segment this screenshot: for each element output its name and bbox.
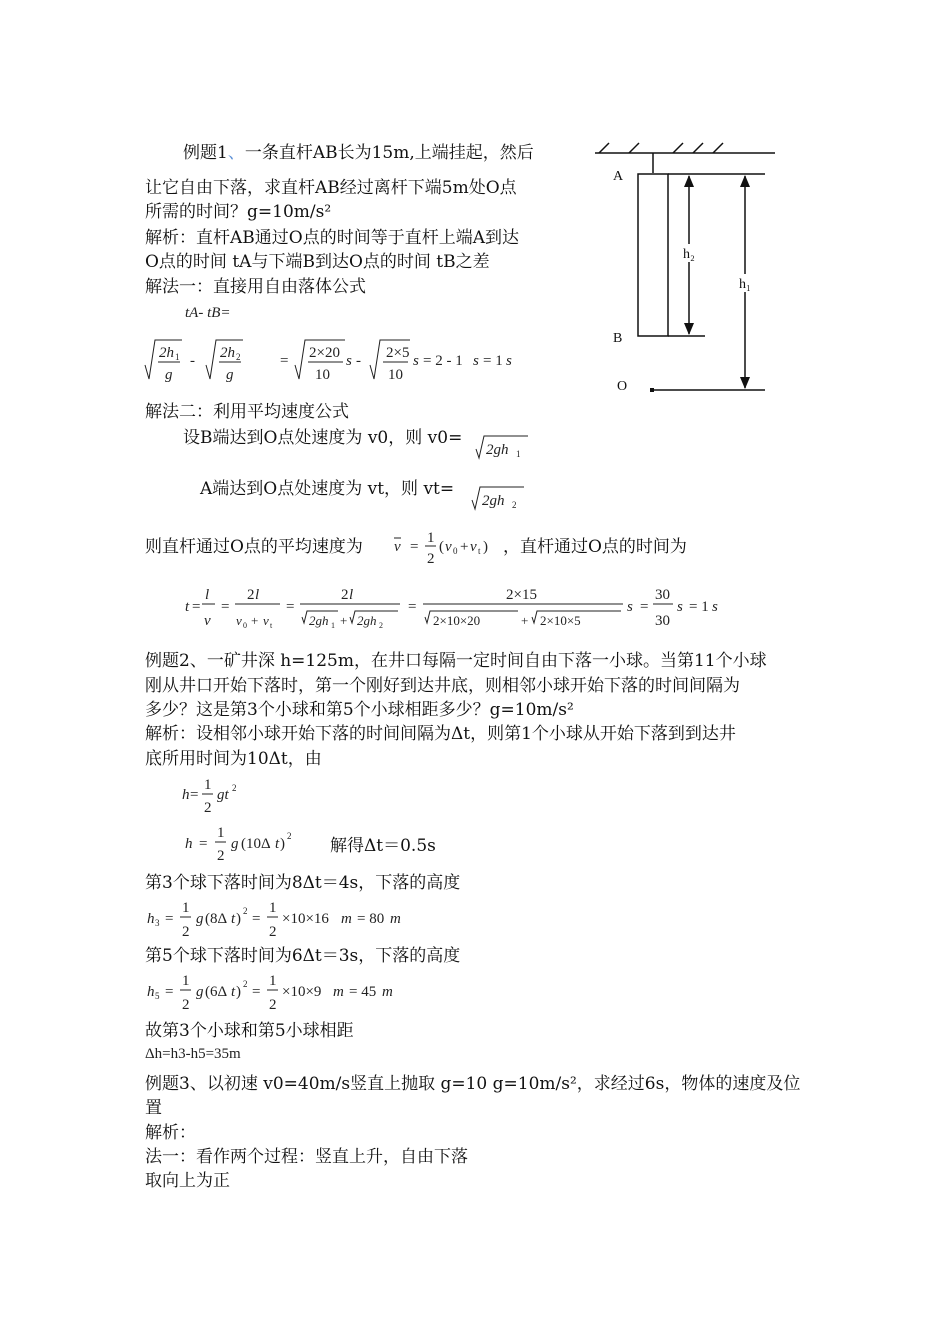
svg-text:s: s — [677, 599, 683, 615]
svg-text:10: 10 — [388, 367, 403, 383]
equation-1-text: √(2h₁/g) - √(2h₂/g) = √(2×20/10) s - √(2×5/10) s = 2 - 1s = 1s — [140, 335, 165, 336]
svg-text:): ) — [280, 836, 285, 852]
svg-text:2: 2 — [204, 800, 212, 816]
svg-text:=: = — [165, 984, 174, 1000]
svg-text:h: h — [185, 836, 193, 852]
svg-text:2: 2 — [269, 997, 277, 1013]
equation-h-gt2 — [180, 774, 260, 820]
svg-text:= 1: = 1 — [483, 353, 503, 369]
ex1-line1-text: 一条直杆AB长为15m,上端挂起，然后 — [244, 143, 534, 163]
equation-avg — [388, 525, 498, 571]
ex1-title: 例题1 — [183, 143, 228, 163]
ex3-analysis: 解析： — [145, 1123, 196, 1143]
svg-text:v: v — [204, 613, 211, 629]
svg-text:-: - — [190, 353, 195, 369]
equation-h-10dt-text: h = ½g(10Δt)² — [183, 820, 189, 821]
svg-text:1: 1 — [427, 530, 435, 546]
svg-text:2gh: 2gh — [309, 613, 329, 628]
svg-text:t: t — [275, 836, 280, 852]
ex1-va: A端达到O点处速度为 vt，则 vt= — [200, 479, 455, 499]
svg-text:0: 0 — [453, 546, 458, 556]
label-o: O — [617, 379, 628, 394]
svg-text:v: v — [445, 539, 452, 555]
svg-text:h: h — [147, 984, 155, 1000]
svg-text:2×10×5: 2×10×5 — [540, 613, 581, 628]
h2-arrow-bottom — [684, 323, 694, 335]
svg-text:(10Δ: (10Δ — [241, 836, 271, 852]
svg-text:=: = — [252, 984, 261, 1000]
ex2-line2: 刚从井口开始下落时，第一个刚好到达井底，则相邻小球开始下落的时间间隔为 — [145, 676, 740, 696]
svg-text:×10×16: ×10×16 — [282, 911, 329, 927]
svg-text:t: t — [270, 621, 273, 630]
svg-text:2×5: 2×5 — [386, 345, 410, 361]
svg-text:2: 2 — [182, 924, 190, 940]
svg-text:s: s — [506, 353, 512, 369]
ex1-avg-text: 则直杆通过O点的平均速度为 — [145, 537, 363, 557]
svg-text:m: m — [333, 984, 344, 1000]
svg-text:v: v — [394, 539, 401, 555]
svg-text:2: 2 — [243, 906, 248, 916]
equation-h-gt2-text: h = ½gt² — [180, 774, 184, 775]
svg-text:=: = — [408, 599, 417, 615]
svg-text:1: 1 — [182, 900, 190, 916]
svg-text:t: t — [231, 911, 236, 927]
svg-text:1: 1 — [182, 973, 190, 989]
equation-time — [183, 583, 743, 635]
svg-text:2: 2 — [243, 979, 248, 989]
svg-text:2: 2 — [232, 783, 237, 793]
svg-text:=: = — [252, 911, 261, 927]
equation-va — [468, 483, 528, 513]
svg-text:+: + — [460, 539, 469, 555]
svg-text:30: 30 — [655, 587, 670, 603]
svg-text:+: + — [251, 613, 259, 628]
svg-text:1: 1 — [516, 449, 521, 459]
svg-text:(6Δ: (6Δ — [205, 984, 228, 1000]
svg-text:2: 2 — [236, 352, 241, 362]
svg-text:): ) — [483, 539, 488, 555]
ex2-solve: 解得Δt＝0.5s — [330, 836, 436, 856]
point-o-dot — [650, 388, 654, 392]
svg-text:v: v — [470, 539, 477, 555]
ex2-line1: 例题2、一矿井深 h=125m，在井口每隔一定时间自由下落一小球。当第11个小球 — [145, 651, 767, 671]
svg-text:×10×9: ×10×9 — [282, 984, 322, 1000]
svg-text:s: s — [712, 599, 718, 615]
ex2-ball5: 第5个球下落时间为6Δt＝3s，下落的高度 — [145, 946, 461, 966]
svg-text:=: = — [165, 911, 174, 927]
label-h2: h₂ — [683, 247, 695, 262]
svg-text:= 2 - 1: = 2 - 1 — [423, 353, 463, 369]
ex1-analysis1: 解析：直杆AB通过O点的时间等于直杆上端A到达 — [145, 228, 519, 248]
svg-text:1: 1 — [217, 825, 225, 841]
ex1-method1: 解法一：直接用自由落体公式 — [145, 277, 366, 297]
ex1-tdiff: tA- tB= — [185, 305, 231, 321]
ex2-conclusion: 故第3个小球和第5小球相距 — [145, 1021, 354, 1041]
ex1-analysis2: O点的时间 tA与下端B到达O点的时间 tB之差 — [145, 252, 490, 272]
svg-text:=: = — [640, 599, 649, 615]
svg-text:s: s — [627, 599, 633, 615]
rod-diagram — [585, 138, 785, 400]
svg-text:+: + — [340, 613, 348, 628]
svg-text:2h: 2h — [159, 345, 174, 361]
ex3-direction: 取向上为正 — [145, 1171, 230, 1191]
svg-text:(: ( — [439, 539, 444, 555]
ex3-line1: 例题3、以初速 v0=40m/s竖直上抛取 g=10 g=10m/s²，求经过6s，物体的速度及位 — [145, 1074, 801, 1094]
equation-h3-text: h₃ = ½g(8Δt)² = ½×10×16m = 80m — [145, 896, 160, 897]
ex1-avg — [145, 537, 363, 557]
equation-h-10dt — [183, 820, 313, 866]
svg-text:t: t — [231, 984, 236, 1000]
svg-text:1: 1 — [269, 973, 277, 989]
svg-text:=: = — [192, 599, 201, 615]
rod-ab — [638, 174, 668, 336]
ex2-result: Δh=h3-h5=35m — [145, 1046, 241, 1062]
svg-text:2: 2 — [512, 500, 517, 510]
svg-text:0: 0 — [243, 621, 247, 630]
ex1-method2: 解法二：利用平均速度公式 — [145, 402, 349, 422]
svg-text:2: 2 — [217, 848, 225, 864]
svg-text:h: h — [182, 787, 190, 803]
svg-text:10: 10 — [315, 367, 330, 383]
svg-text:2: 2 — [247, 587, 255, 603]
ex2-line3: 多少？这是第3个小球和第5个小球相距多少？g=10m/s² — [145, 700, 574, 720]
svg-text:2×20: 2×20 — [309, 345, 340, 361]
svg-text:t: t — [478, 546, 481, 556]
svg-text:2×10×20: 2×10×20 — [433, 613, 481, 628]
svg-text:5: 5 — [155, 991, 160, 1001]
svg-text:1: 1 — [204, 777, 212, 793]
svg-text:=: = — [190, 787, 199, 803]
svg-text:l: l — [205, 587, 210, 603]
ex3-line2: 置 — [145, 1098, 162, 1118]
ex2-analysis1: 解析：设相邻小球开始下落的时间间隔为Δt，则第1个小球从开始下落到到达井 — [145, 724, 736, 744]
svg-text:3: 3 — [155, 918, 160, 928]
svg-text:s: s — [413, 353, 419, 369]
svg-text:-: - — [356, 353, 361, 369]
svg-text:2: 2 — [341, 587, 349, 603]
svg-text:2h: 2h — [220, 345, 235, 361]
equation-1 — [140, 335, 540, 390]
svg-text:2: 2 — [182, 997, 190, 1013]
equation-h5 — [145, 969, 445, 1015]
svg-text:l: l — [255, 587, 260, 603]
ex1-avg-2: ，直杆通过O点的时间为 — [503, 537, 687, 557]
svg-text:= 80: = 80 — [357, 911, 385, 927]
ex1-comma: 、 — [227, 143, 245, 163]
svg-text:+: + — [521, 613, 529, 628]
ex2-ball3: 第3个球下落时间为8Δt＝4s，下落的高度 — [145, 873, 461, 893]
svg-text:1: 1 — [331, 621, 335, 630]
svg-text:h: h — [147, 911, 155, 927]
svg-text:v: v — [236, 613, 242, 628]
svg-text:1: 1 — [175, 352, 180, 362]
label-h1: h₁ — [739, 277, 751, 292]
svg-text:g: g — [226, 367, 234, 383]
svg-text:2: 2 — [269, 924, 277, 940]
svg-text:g: g — [231, 836, 239, 852]
ex2-analysis2: 底所用时间为10Δt，由 — [145, 749, 322, 769]
svg-text:=: = — [199, 836, 208, 852]
equation-vb — [472, 432, 532, 462]
svg-text:v: v — [263, 613, 269, 628]
svg-text:=: = — [286, 599, 295, 615]
equation-h5-text: h₅ = ½g(6Δt)² = ½×10×9m = 45m — [145, 969, 159, 970]
svg-text:2gh: 2gh — [357, 613, 377, 628]
svg-text:m: m — [382, 984, 393, 1000]
svg-text:= 1: = 1 — [689, 599, 709, 615]
svg-text:30: 30 — [655, 613, 670, 629]
equation-h3 — [145, 896, 445, 942]
ex1-line3: 所需的时间？g=10m/s² — [145, 202, 332, 222]
label-a: A — [613, 169, 624, 184]
svg-text:t: t — [185, 599, 190, 615]
svg-text:s: s — [346, 353, 352, 369]
svg-text:gt: gt — [217, 787, 229, 803]
equation-time-text: t = l / v̄ = 2l/(v₀+vₜ) = 2l/(√(2gh₁)+√(2gh₂)) = 2×15/(√(2×10×20)+√(2×10×5)) s = 30/30 s = 1s — [183, 583, 221, 584]
svg-text:2: 2 — [427, 551, 435, 567]
svg-text:2gh: 2gh — [482, 493, 505, 509]
svg-text:g: g — [196, 911, 204, 927]
svg-text:g: g — [165, 367, 173, 383]
equation-vb-text: √(2gh₁) — [472, 432, 476, 433]
ex3-method1: 法一：看作两个过程：竖直上升，自由下落 — [145, 1147, 468, 1167]
svg-text:(8Δ: (8Δ — [205, 911, 228, 927]
h2-arrow-top — [684, 175, 694, 187]
svg-text:): ) — [236, 984, 241, 1000]
svg-text:s: s — [473, 353, 479, 369]
svg-text:m: m — [390, 911, 401, 927]
h1-arrow-bottom — [740, 377, 750, 389]
svg-text:g: g — [196, 984, 204, 1000]
ex1-line1 — [183, 143, 534, 163]
svg-text:l: l — [349, 587, 354, 603]
svg-text:m: m — [341, 911, 352, 927]
svg-text:2: 2 — [379, 621, 383, 630]
svg-text:=: = — [280, 353, 289, 369]
svg-text:2×15: 2×15 — [506, 587, 537, 603]
equation-avg-text: v̄ = ½(v₀+vₜ) — [388, 525, 394, 526]
svg-text:= 45: = 45 — [349, 984, 377, 1000]
svg-text:2gh: 2gh — [486, 442, 509, 458]
ex1-line2: 让它自由下落，求直杆AB经过离杆下端5m处O点 — [145, 178, 517, 198]
equation-va-text: √(2gh₂) — [468, 483, 472, 484]
svg-text:=: = — [410, 539, 419, 555]
svg-text:2: 2 — [287, 831, 292, 841]
h1-arrow-top — [740, 175, 750, 187]
svg-text:): ) — [236, 911, 241, 927]
ex1-vb: 设B端达到O点处速度为 v0，则 v0= — [183, 428, 463, 448]
svg-text:1: 1 — [269, 900, 277, 916]
label-b: B — [613, 331, 623, 346]
svg-text:=: = — [221, 599, 230, 615]
